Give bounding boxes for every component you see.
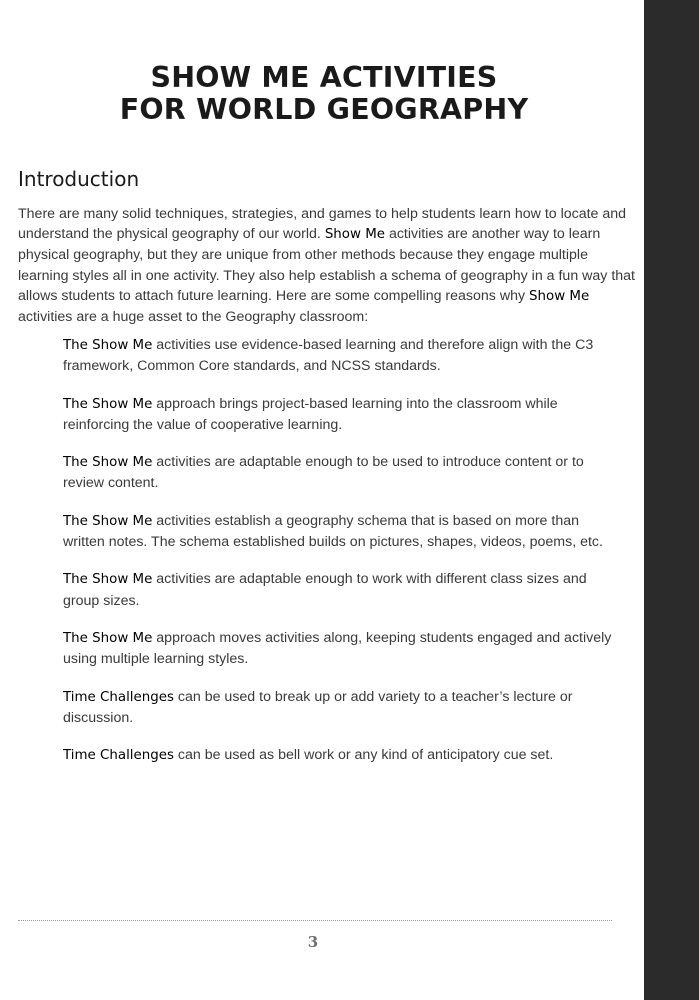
page-number: 3 (307, 933, 319, 951)
reason-item (63, 569, 623, 610)
page-title-line-2: FOR WORLD GEOGRAPHY (119, 93, 529, 126)
reason-text: activities use evidence-based learning and therefore align with the C3 framework, Common Core standards, and NCSS standards. (63, 337, 594, 375)
reason-lead: The Show Me (63, 630, 153, 646)
right-sidebar-bar (644, 0, 699, 1000)
reason-item (63, 687, 623, 728)
reason-text: activities are adaptable enough to be used to introduce content or to review content. (63, 454, 584, 492)
reason-item (63, 511, 623, 552)
intro-text-2: activities are another way to learn physical geography, but they are unique from other methods because they engage multiple learning styles all in one activity. They also help establish a schema of geography in a fun way that allows students to attach future learning. Here are some compelling reasons why (18, 226, 635, 304)
reason-item (63, 745, 623, 766)
footer-divider (18, 920, 612, 921)
reason-text: activities establish a geography schema that is based on more than written notes. The schema established builds on pictures, shapes, videos, poems, etc. (63, 512, 603, 550)
page-title (0, 62, 648, 126)
reason-lead: The Show Me (63, 396, 153, 412)
reason-item (63, 452, 623, 493)
page-title-line-1: SHOW ME ACTIVITIES (150, 61, 498, 94)
reason-text: can be used to break up or add variety to a teacher’s lecture or discussion. (63, 688, 573, 726)
intro-emphasis-1: Show Me (324, 227, 385, 243)
reason-lead: Time Challenges (63, 748, 174, 764)
intro-emphasis-2: Show Me (529, 288, 590, 304)
reason-item (63, 394, 623, 435)
reason-lead: The Show Me (63, 572, 153, 588)
reason-item (63, 335, 623, 376)
intro-text-3: activities are a huge asset to the Geography classroom: (18, 309, 369, 326)
reason-lead: The Show Me (63, 338, 153, 353)
reason-text: activities are adaptable enough to work with different class sizes and group sizes. (63, 571, 587, 609)
reason-lead: The Show Me (63, 513, 153, 529)
reason-text: can be used as bell work or any kind of anticipatory cue set. (173, 747, 554, 764)
section-heading-introduction: Introduction (18, 167, 140, 191)
reason-item (63, 628, 623, 669)
reason-lead: Time Challenges (63, 689, 174, 705)
intro-text-1: There are many solid techniques, strategies, and games to help students learn how to locate and understand the physical geography of our world. (18, 206, 627, 243)
reason-text: approach brings project-based learning into the classroom while reinforcing the value of cooperative learning. (63, 395, 558, 433)
reason-text: approach moves activities along, keeping students engaged and actively using multiple learning styles. (63, 629, 612, 668)
intro-paragraph (18, 204, 640, 327)
reason-lead: The Show Me (63, 455, 153, 471)
reasons-list (63, 335, 623, 784)
